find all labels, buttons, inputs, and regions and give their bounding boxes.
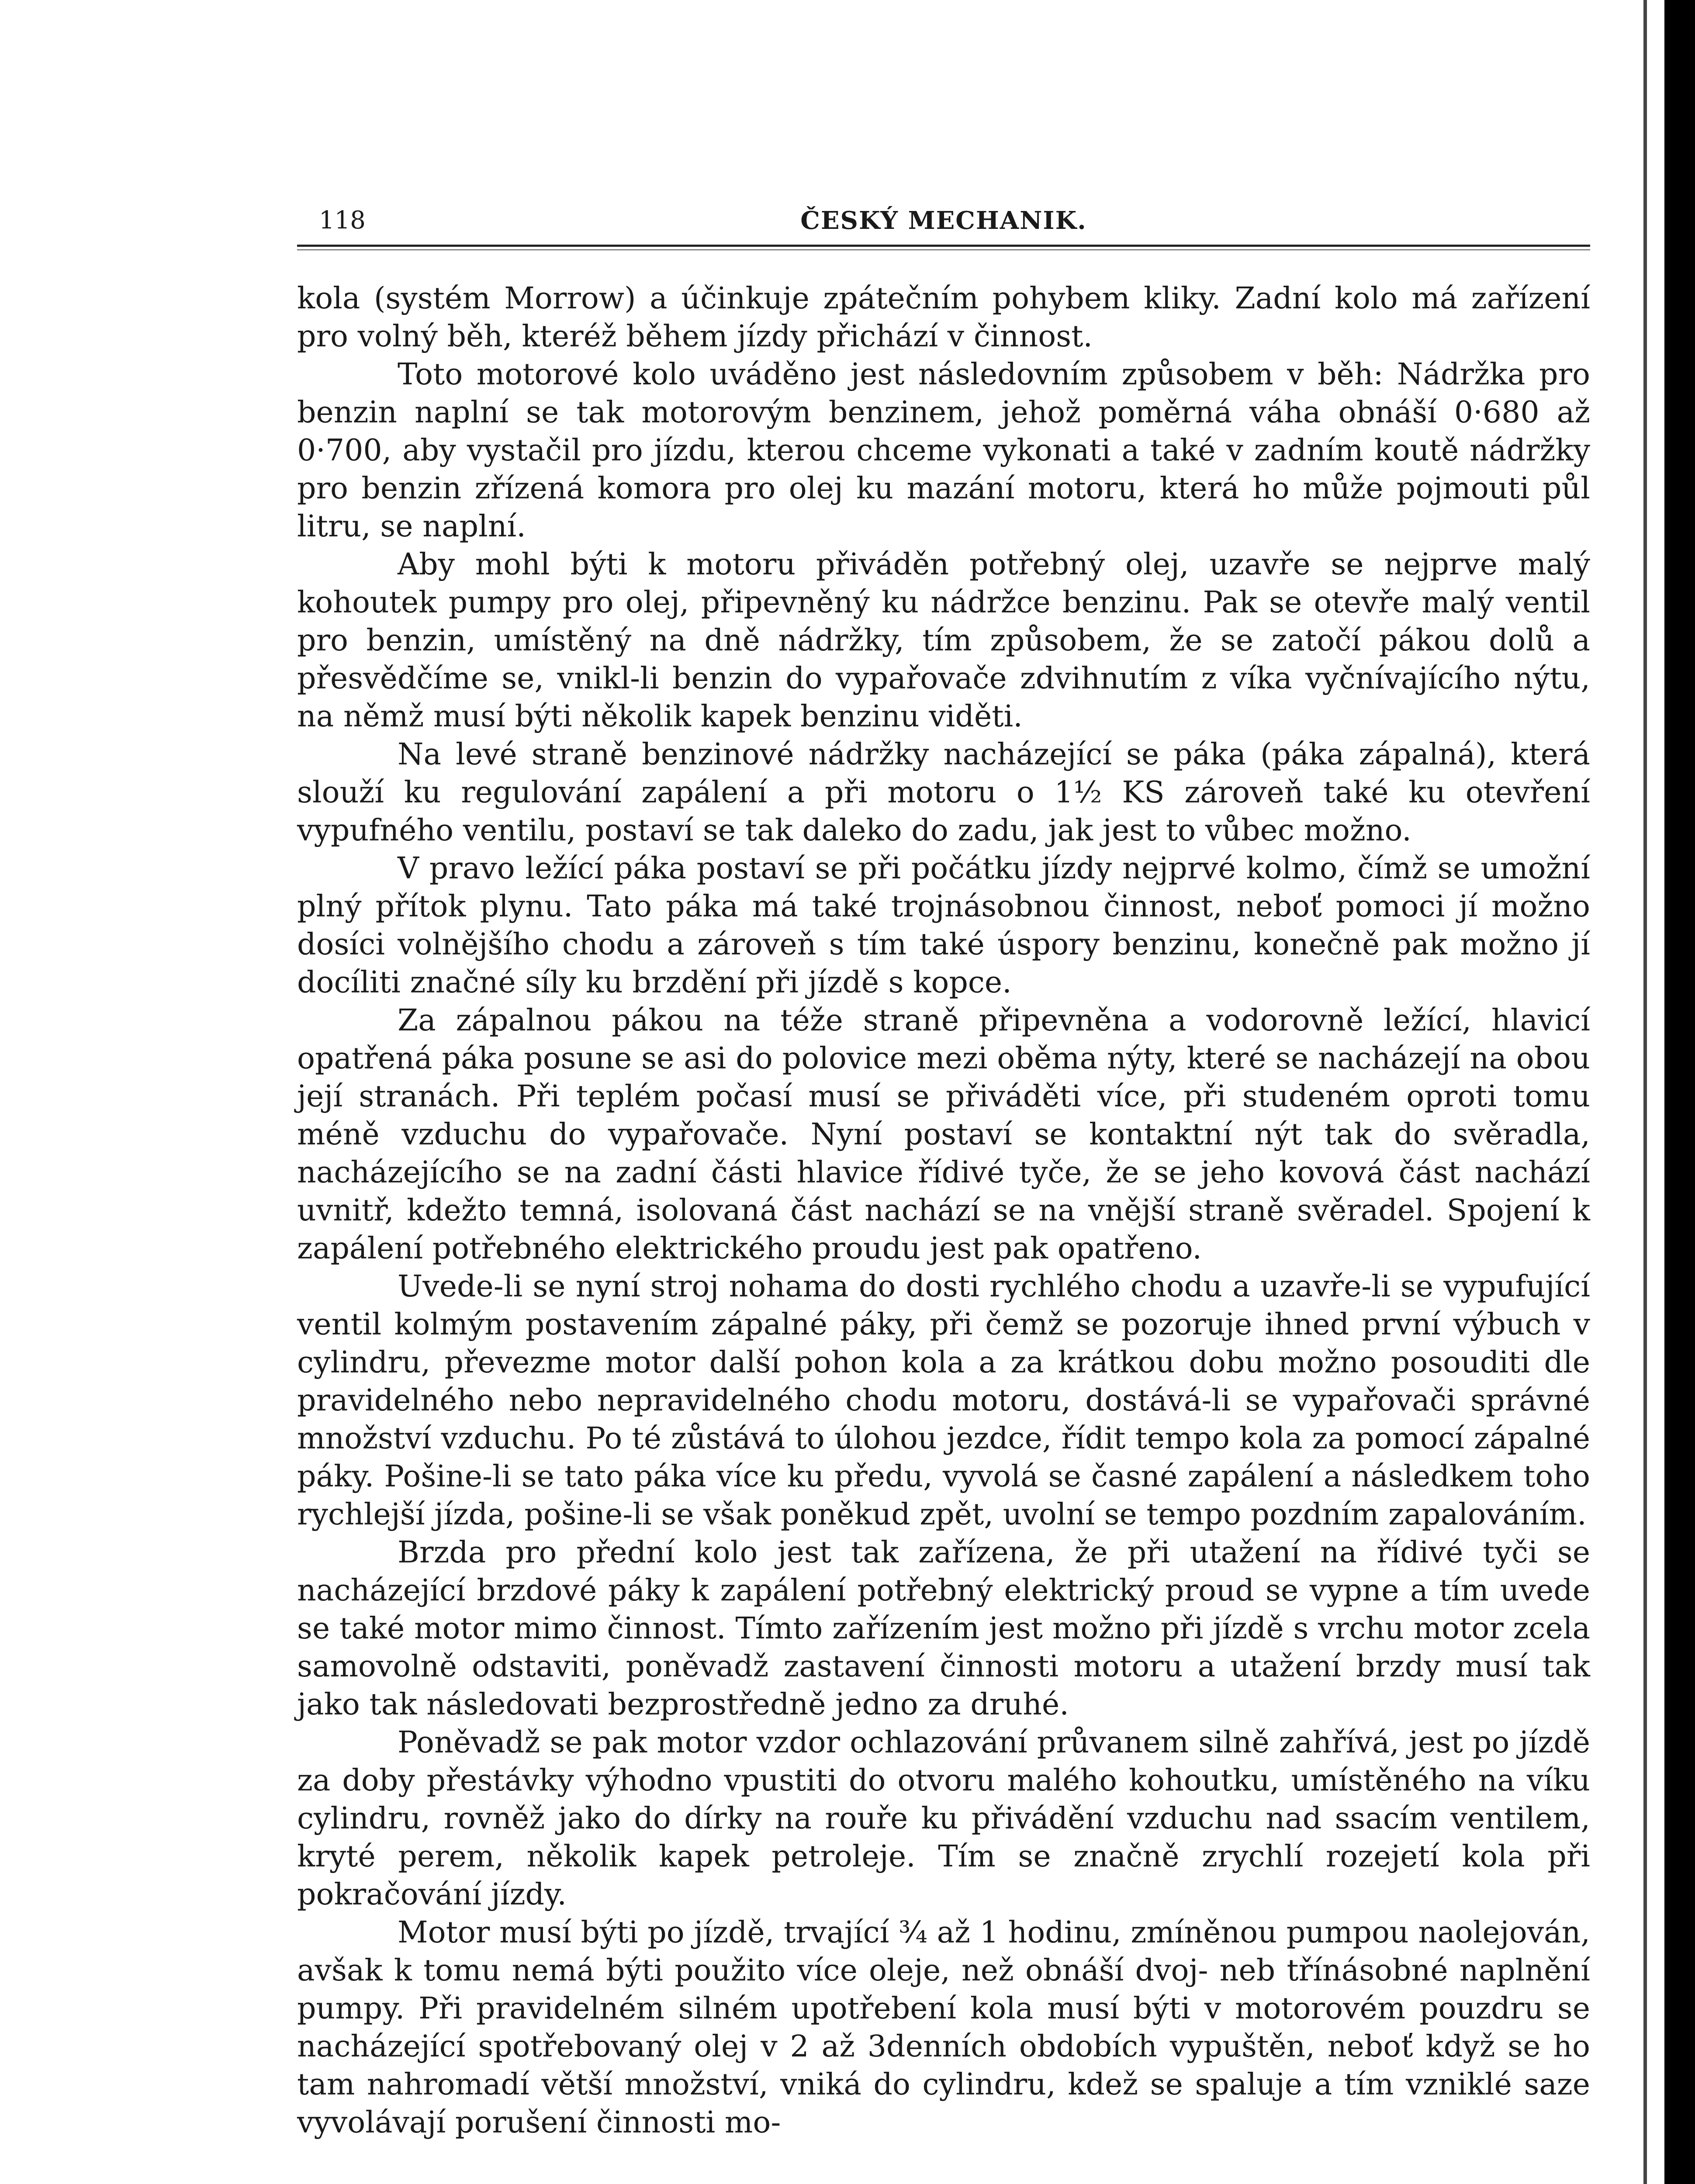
page-header xyxy=(297,207,1590,234)
page-edge-line xyxy=(1643,0,1647,2184)
paragraph: Brzda pro přední kolo jest tak zařízena, že při utažení na řídivé tyči se nacházející brzdové páky k zapálení potřebný elektrický proud se vypne a tím uvede se také motor mimo činnost. Tímto zařízením jest možno při jízdě s vrchu motor zcela samovolně odstaviti, poněvadž zastavení činnosti motoru a utažení brzdy musí tak jako tak následovati bezprostředně jedno za druhé. xyxy=(297,1535,1590,1722)
paragraph: Poněvadž se pak motor vzdor ochlazování průvanem silně zahřívá, jest po jízdě za doby přestávky výhodno vpustiti do otvoru malého kohoutku, umístěného na víku cylindru, rovněž jako do dírky na rouře ku přivádění vzduchu nad ssacím ventilem, kryté perem, několik kapek petroleje. Tím se značně zrychlí rozejetí kola při pokračování jízdy. xyxy=(297,1725,1590,1912)
page-number: 118 xyxy=(319,206,366,235)
scan-border xyxy=(1664,0,1695,2184)
header-rule xyxy=(297,245,1590,250)
paragraph: V pravo ležící páka postaví se při počátku jízdy nejprvé kolmo, čímž se umožní plný přítok plynu. Tato páka má také trojnásobnou činnost, neboť pomoci jí možno dosíci volnějšího chodu a zároveň s tím také úspory benzinu, konečně pak možno jí docíliti značné síly ku brzdění při jízdě s kopce. xyxy=(297,851,1590,1000)
paragraph: kola (systém Morrow) a účinkuje zpátečním pohybem kliky. Zadní kolo má zařízení pro volný běh, kteréž během jízdy přichází v činnost. xyxy=(297,281,1590,354)
paragraph: Toto motorové kolo uváděno jest následovním způsobem v běh: Nádržka pro benzin naplní se tak motorovým benzinem, jehož poměrná váha obnáší 0·680 až 0·700, aby vystačil pro jízdu, kterou chceme vykonati a také v zadním koutě nádržky pro benzin zřízená komora pro olej ku mazání motoru, která ho může pojmouti půl litru, se naplní. xyxy=(297,357,1590,544)
running-title: ČESKÝ MECHANIK. xyxy=(800,206,1087,235)
paragraph: Aby mohl býti k motoru přiváděn potřebný olej, uzavře se nejprve malý kohoutek pumpy pro olej, připevněný ku nádržce benzinu. Pak se otevře malý ventil pro benzin, umístěný na dně nádržky, tím způsobem, že se zatočí pákou dolů a přesvědčíme se, vnikl-li benzin do vypařovače zdvihnutím z víka vyčnívajícího nýtu, na němž musí býti několik kapek benzinu viděti. xyxy=(297,547,1590,734)
paragraph: Na levé straně benzinové nádržky nacházející se páka (páka zápalná), která slouží ku regulování zapálení a při motoru o 1½ KS zároveň také ku otevření vypufného ventilu, postaví se tak daleko do zadu, jak jest to vůbec možno. xyxy=(297,737,1590,848)
paragraph: Za zápalnou pákou na téže straně připevněna a vodorovně ležící, hlavicí opatřená páka posune se asi do polovice mezi oběma nýty, které se nacházejí na obou její stranách. Při teplém počasí musí se přiváděti více, při studeném oproti tomu méně vzduchu do vypařovače. Nyní postaví se kontaktní nýt tak do svěradla, nacházejícího se na zadní části hlavice řídivé tyče, že se jeho kovová část nachází uvnitř, kdežto temná, isolovaná část nachází se na vnější straně svěradel. Spojení k zapálení potřebného elektrického proudu jest pak opatřeno. xyxy=(297,1003,1590,1266)
article-body xyxy=(297,280,1590,2142)
paragraph: Uvede-li se nyní stroj nohama do dosti rychlého chodu a uzavře-li se vypufující ventil kolmým postavením zápalné páky, při čemž se pozoruje ihned první výbuch v cylindru, převezme motor další pohon kola a za krátkou dobu možno posouditi dle pravidelného nebo nepravidelného chodu motoru, dostává-li se vypařovači správné množství vzduchu. Po té zůstává to úlohou jezdce, řídit tempo kola za pomocí zápalné páky. Pošine-li se tato páka více ku předu, vyvolá se časné zapálení a následkem toho rychlejší jízda, pošine-li se však poněkud zpět, uvolní se tempo pozdním zapalováním. xyxy=(297,1269,1590,1532)
paragraph: Motor musí býti po jízdě, trvající ¾ až 1 hodinu, zmíněnou pumpou naolejován, avšak k tomu nemá býti použito více oleje, než obnáší dvoj- neb třínásobné naplnění pumpy. Při pravidelném silném upotřebení kola musí býti v motorovém pouzdru se nacházející spotřebovaný olej v 2 až 3denních obdobích vypuštěn, neboť když se ho tam nahromadí větší množství, vniká do cylindru, kdež se spaluje a tím vzniklé saze vyvolávají porušení činnosti mo- xyxy=(297,1915,1590,2140)
